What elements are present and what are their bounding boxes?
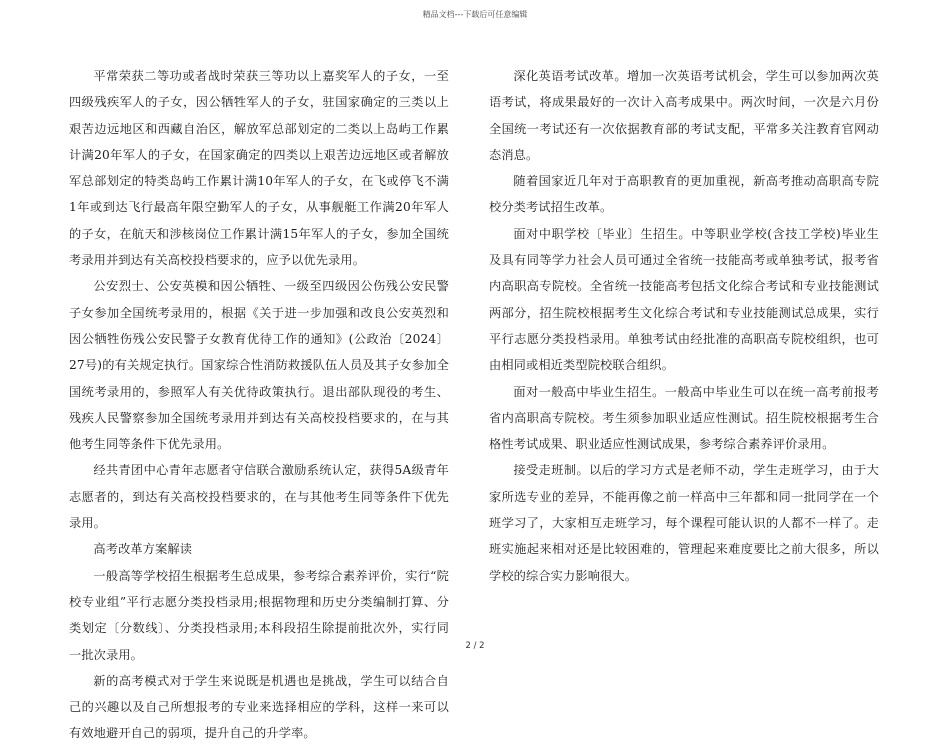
paragraph: 面对中职学校〔毕业〕生招生。中等职业学校(含技工学校)毕业生及具有同等学力社会人员可通过全省统一技能高考或单独考试，报考省内高职高专院校。全省统一技能高考包括文化综合考试和专业技能测试两部分，招生院校根据考生文化综合考试和专业技能测试总成果，实行平行志愿分类投档录用。单独考试由经批准的高职高专院校组织，也可由相同或相近类型院校联合组织。 [489, 226, 879, 373]
paragraph: 接受走班制。以后的学习方式是老师不动，学生走班学习，由于大家所选专业的差异，不能再像之前一样高中三年都和同一批同学在一个班学习了，大家相互走班学习，每个课程可能认识的人都不一样了。走班实施起来相对还是比较困难的，管理起来难度要比之前大很多，所以学校的综合实力影响很大。 [489, 463, 879, 583]
paragraph: 深化英语考试改革。增加一次英语考试机会，学生可以参加两次英语考试，将成果最好的一次计入高考成果中。两次时间，一次是六月份全国统一考试还有一次依据教育部的考试支配，平常多关注教育官网动态消息。 [489, 69, 879, 162]
page-number: 2 / 2 [465, 641, 485, 651]
section-heading: 高考改革方案解读 [93, 542, 193, 557]
right-column [489, 63, 879, 589]
paragraph: 经共青团中心青年志愿者守信联合激励系统认定，获得5A级青年志愿者的，到达有关高校投档要求的，在与其他考生同等条件下优先录用。 [69, 463, 449, 531]
page-header: 精品文档---下载后可任意编辑 [422, 10, 528, 19]
paragraph: 新的高考模式对于学生来说既是机遇也是挑战，学生可以结合自己的兴趣以及自己所想报考的专业来选择相应的学科，这样一来可以有效地避开自己的弱项，提升自己的升学率。 [69, 673, 449, 741]
paragraph: 随着国家近几年对于高职教育的更加重视，新高考推动高职高专院校分类考试招生改革。 [489, 174, 879, 215]
paragraph: 面对一般高中毕业生招生。一般高中毕业生可以在统一高考前报考省内高职高专院校。考生须参加职业适应性测试。招生院校根据考生合格性考试成果、职业适应性测试成果，参考综合素养评价录用。 [489, 384, 879, 452]
paragraph: 公安烈士、公安英模和因公牺牲、一级至四级因公伤残公安民警子女参加全国统考录用的，根据《关于进一步加强和改良公安英烈和因公牺牲伤残公安民警子女教育优待工作的通知》(公政治〔2024〕27号)的有关规定执行。国家综合性消防救援队伍人员及其子女参加全国统考录用的，参照军人有关优待政策执行。退出部队现役的考生、残疾人民警察参加全国统考录用并到达有关高校投档要求的，在与其他考生同等条件下优先录用。 [69, 279, 449, 452]
paragraph: 一般高等学校招生根据考生总成果，参考综合素养评价，实行“院校专业组”平行志愿分类投档录用;根据物理和历史分类编制打算、分类划定〔分数线〕、分类投档录用;本科段招生除提前批次外，实行同一批次录用。 [69, 568, 449, 662]
paragraph: 平常荣获二等功或者战时荣获三等功以上嘉奖军人的子女，一至四级残疾军人的子女，因公牺牲军人的子女，驻国家确定的三类以上艰苦边远地区和西藏自治区，解放军总部划定的二类以上岛屿工作累计满20年军人的子女，在国家确定的四类以上艰苦边远地区或者解放军总部划定的特类岛屿工作累计满10年军人的子女，在飞或停飞不满1年或到达飞行最高年限空勤军人的子女，从事舰艇工作满20年军人的子女，在航天和涉核岗位工作累计满15年军人的子女，参加全国统考录用并到达有关高校投档要求的，应予以优先录用。 [69, 69, 449, 268]
